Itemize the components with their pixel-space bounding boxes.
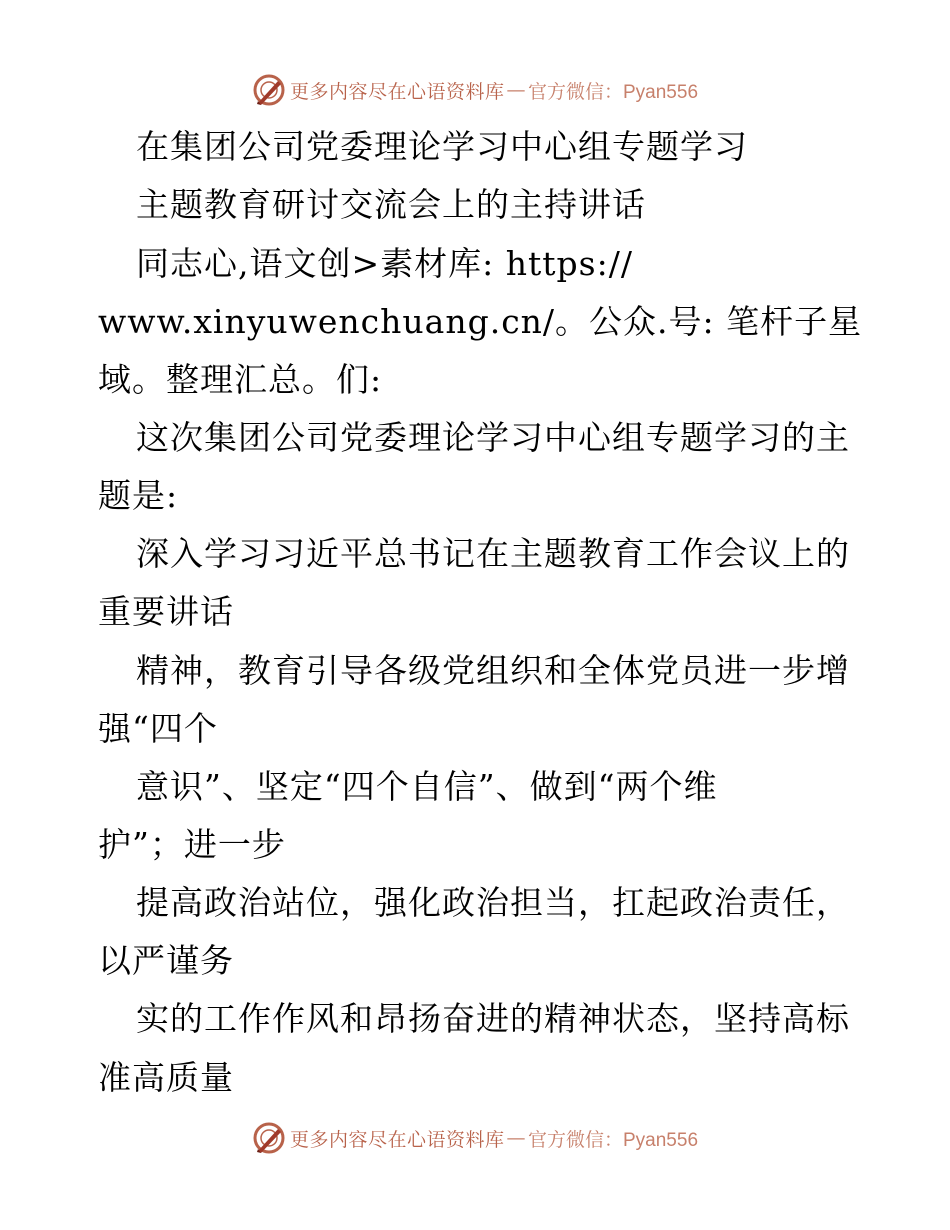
banner-separator: —	[506, 79, 526, 101]
title-line-2: 主题教育研讨交流会上的主持讲话	[136, 185, 646, 224]
banner-separator: —	[506, 1127, 526, 1149]
footer-watermark-banner	[0, 1118, 950, 1158]
banner-wechat-text: 官方微信：Pyan556	[528, 81, 699, 103]
paragraph-line: 题是:	[98, 476, 179, 515]
paragraph-line: www.xinyuwenchuang.cn/。公众.号: 笔杆子星	[98, 302, 863, 341]
paragraph-line: 精神，教育引导各级党组织和全体党员进一步增	[136, 651, 850, 690]
paragraph-line: 意识”、坚定“四个自信”、做到“两个维	[136, 767, 718, 806]
title-line-1: 在集团公司党委理论学习中心组专题学习	[136, 127, 748, 166]
paragraph-line: 护”；进一步	[98, 825, 286, 864]
paragraph-line: 重要讲话	[98, 592, 234, 631]
paragraph-line: 强“四个	[98, 709, 218, 748]
banner-wechat-text: 官方微信：Pyan556	[528, 1129, 699, 1151]
paragraph-line: 准高质量	[98, 1058, 234, 1097]
paragraph-line: 同志心,语文创>素材库: https://	[136, 244, 633, 283]
banner-brand-text: 更多内容尽在心语资料库	[289, 80, 505, 103]
paragraph-line: 以严谨务	[98, 941, 234, 980]
paragraph-line: 这次集团公司党委理论学习中心组专题学习的主	[136, 418, 850, 457]
paragraph-line: 实的工作作风和昂扬奋进的精神状态，坚持高标	[136, 999, 850, 1038]
paragraph-line: 深入学习习近平总书记在主题教育工作会议上的	[136, 534, 850, 573]
pen-logo-icon	[252, 1121, 286, 1155]
paragraph-line: 域。整理汇总。们:	[98, 360, 383, 399]
paragraph-line: 提高政治站位，强化政治担当，扛起政治责任，	[136, 883, 850, 922]
banner-brand-text: 更多内容尽在心语资料库	[289, 1128, 505, 1151]
